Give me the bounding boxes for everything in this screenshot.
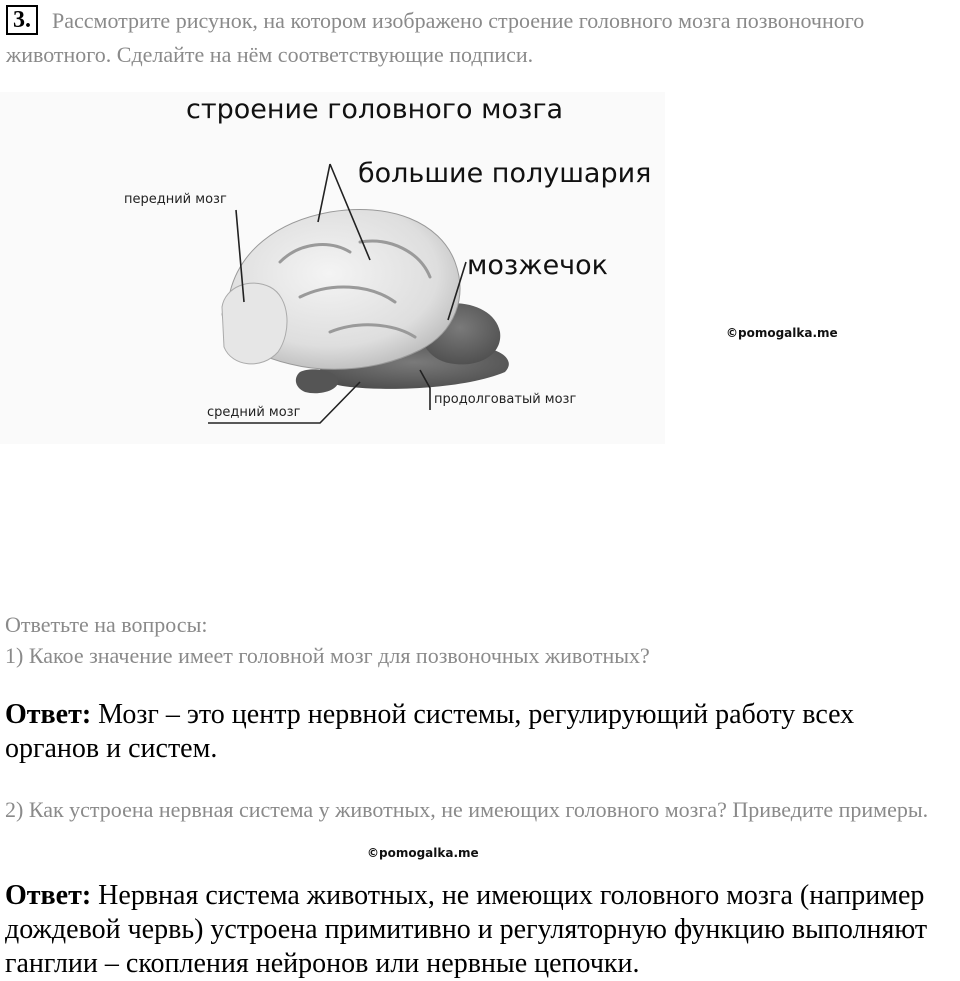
label-forebrain: передний мозг <box>124 192 227 207</box>
watermark: ©pomogalka.me <box>726 326 838 340</box>
answer-1 <box>5 698 955 766</box>
question-1: 1) Какое значение имеет головной мозг для позвоночных животных? <box>5 643 650 668</box>
label-medulla: продолговатый мозг <box>434 392 577 407</box>
questions-intro: Ответьте на вопросы: <box>5 612 208 637</box>
answer-text: Мозг – это центр нервной системы, регулирующий работу всех органов и систем. <box>5 699 855 764</box>
answer-label: Ответ: <box>5 699 92 730</box>
label-cerebellum: мозжечок <box>467 250 608 281</box>
brain-figure <box>0 92 665 444</box>
answer-text: Нервная система животных, не имеющих головного мозга (например дождевой червь) устроена примитивно и регуляторную функцию выполняют ганглии – скопления нейронов или нервные цепочки. <box>5 880 928 979</box>
label-hemispheres: большие полушария <box>358 158 652 189</box>
task-text: Рассмотрите рисунок, на котором изображено строение головного мозга позвоночного животного. Сделайте на нём соответствующие подписи. <box>6 8 865 67</box>
task-statement <box>6 4 956 72</box>
answer-label: Ответ: <box>5 880 92 911</box>
figure-title: строение головного мозга <box>186 94 564 125</box>
label-midbrain: средний мозг <box>207 405 301 420</box>
answer-2 <box>5 879 955 981</box>
watermark: ©pomogalka.me <box>367 846 479 860</box>
question-2: 2) Как устроена нервная система у животных, не имеющих головного мозга? Приведите примеры. <box>5 797 929 822</box>
task-number: 3. <box>6 5 38 35</box>
